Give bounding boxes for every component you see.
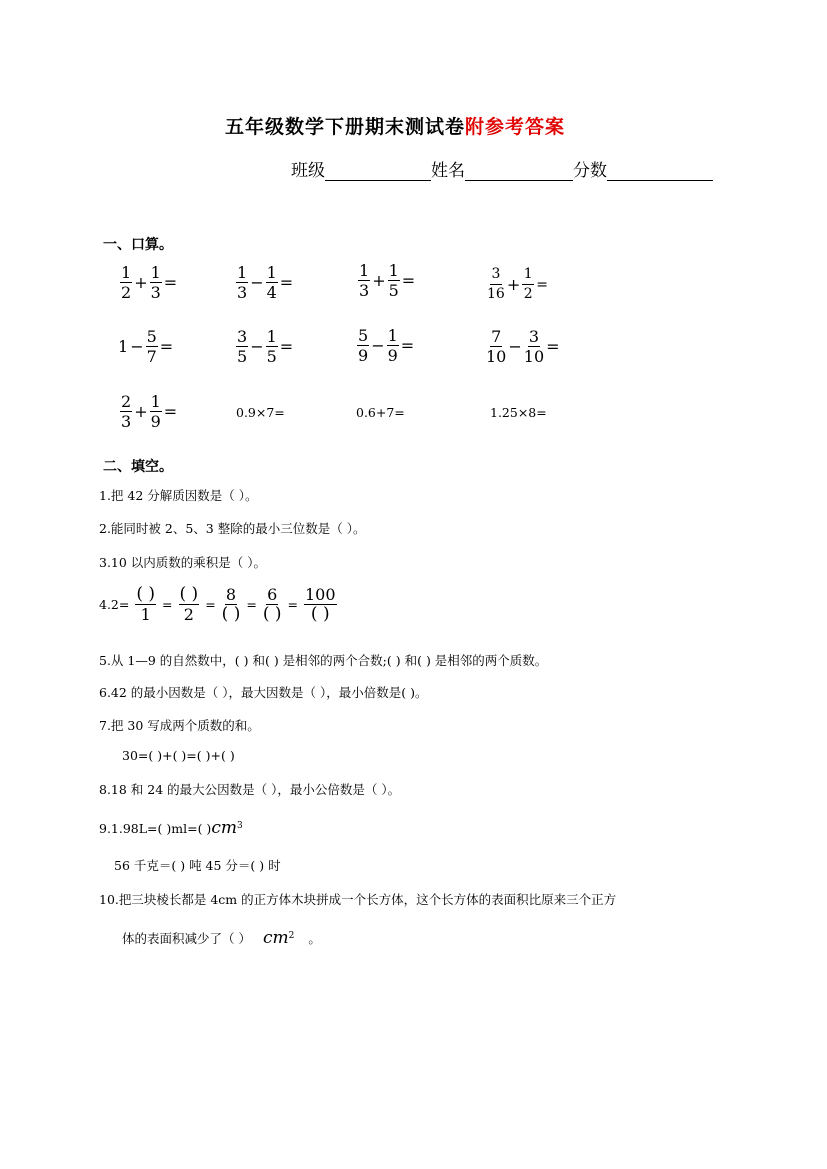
class-field[interactable] bbox=[325, 162, 431, 181]
question-9: 9.1.98L=( )ml=( )$cm^3$ bbox=[99, 818, 243, 838]
calc-r3c4: 1.25×8= bbox=[490, 405, 547, 420]
question-1: 1.把 42 分解质因数是（ ）。 bbox=[99, 488, 258, 503]
question-7-expr: 30=( )+( )=( )+( ) bbox=[122, 748, 235, 763]
section1-heading: 一、口算。 bbox=[103, 237, 173, 253]
score-label: 分数 bbox=[573, 161, 607, 181]
section2-heading: 二、填空。 bbox=[103, 459, 173, 475]
name-label: 姓名 bbox=[431, 161, 465, 181]
calc-r1c4: $\frac{3}{16}$ + $\frac{1}{2}$ = bbox=[487, 266, 548, 302]
cm-unit: cm bbox=[262, 928, 289, 948]
calc-r2c1: 1 − $\frac{5}{7}$ = bbox=[118, 327, 174, 366]
question-10-cont: 体的表面积减少了（ ） $cm^2$ 。 bbox=[122, 928, 321, 948]
question-2: 2.能同时被 2、5、3 整除的最小三位数是（ ）。 bbox=[99, 521, 366, 536]
calc-r2c4: $\frac{7}{10}$ − $\frac{3}{10}$ = bbox=[486, 327, 560, 366]
student-info bbox=[291, 156, 713, 181]
question-8: 8.18 和 24 的最大公因数是（ ），最小公倍数是（ ）。 bbox=[99, 782, 401, 797]
title-answer-note: 附参考答案 bbox=[465, 116, 566, 138]
question-6: 6.42 的最小因数是（ ），最大因数是（ ），最小倍数是( )。 bbox=[99, 685, 428, 700]
class-label: 班级 bbox=[291, 161, 325, 181]
cm-unit: cm bbox=[211, 818, 237, 838]
score-field[interactable] bbox=[607, 162, 713, 181]
question-4: 4.2= $\frac{( )}{1}$ = $\frac{( )}{2}$ = $\frac{8}{( )}$ = $\frac{6}{( )}$ = $\frac{100}{( )}$ bbox=[99, 584, 336, 624]
question-5: 5.从 1—9 的自然数中，( ) 和( ) 是相邻的两个合数;( ) 和( ) 是相邻的两个质数。 bbox=[99, 653, 548, 668]
question-10: 10.把三块棱长都是 4cm 的正方体木块拼成一个长方体，这个长方体的表面积比原来三个正方 bbox=[99, 892, 617, 907]
calc-r1c1: $\frac{1}{2}$ + $\frac{1}{3}$ = bbox=[121, 263, 178, 302]
calc-r3c3: 0.6+7= bbox=[356, 405, 405, 420]
question-3: 3.10 以内质数的乘积是（ ）。 bbox=[99, 555, 267, 570]
page-title bbox=[225, 112, 565, 139]
calc-r1c2: $\frac{1}{3}$ − $\frac{1}{4}$ = bbox=[237, 263, 294, 302]
question-9b: 56 千克＝( ) 吨 45 分＝( ) 时 bbox=[114, 858, 281, 873]
calc-r3c1: $\frac{2}{3}$ + $\frac{1}{9}$ = bbox=[121, 392, 178, 431]
title-main: 五年级数学下册期末测试卷 bbox=[225, 116, 466, 138]
calc-r1c3: $\frac{1}{3}$ + $\frac{1}{5}$ = bbox=[359, 261, 416, 300]
calc-r3c2: 0.9×7= bbox=[236, 405, 285, 420]
calc-r2c3: $\frac{5}{9}$ − $\frac{1}{9}$ = bbox=[358, 326, 415, 365]
calc-r2c2: $\frac{3}{5}$ − $\frac{1}{5}$ = bbox=[237, 327, 294, 366]
name-field[interactable] bbox=[465, 162, 573, 181]
question-7: 7.把 30 写成两个质数的和。 bbox=[99, 718, 260, 733]
